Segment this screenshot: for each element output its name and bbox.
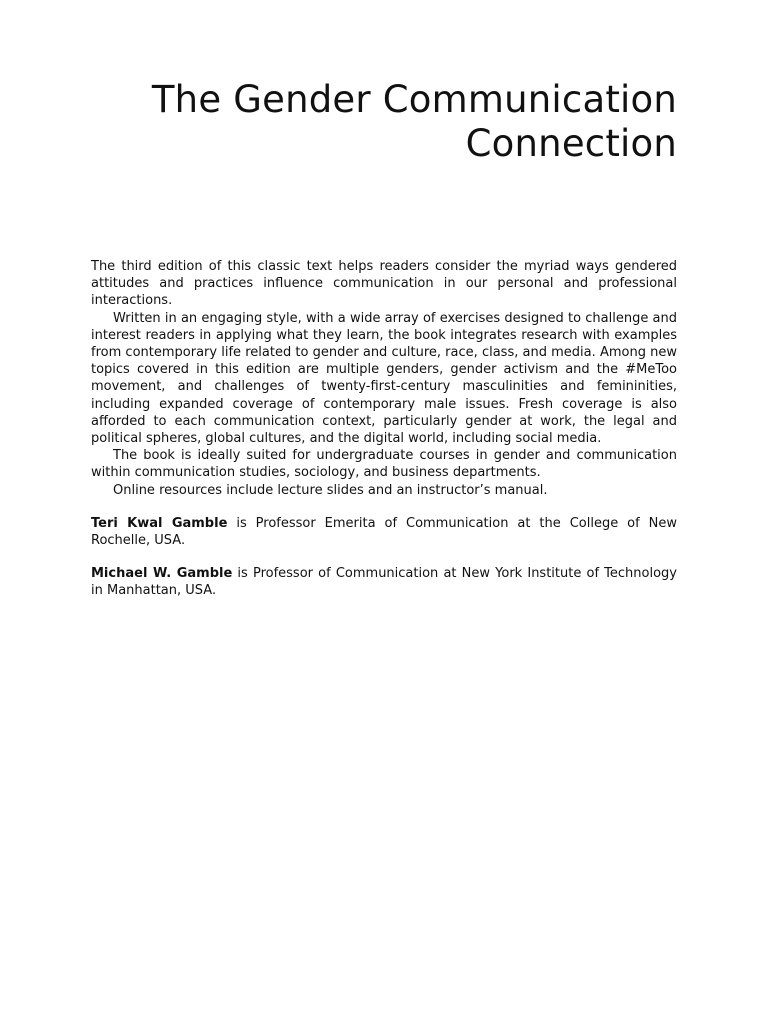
description-paragraph: The third edition of this classic text helps readers consider the myriad ways gendered attitudes and practices influence communication in our personal and professional interactions. (91, 259, 677, 309)
author-bio-text: is Professor of Communication at New York Institute of Technology in Manhattan, USA. (91, 566, 677, 599)
author-bio (91, 565, 677, 599)
title-line-2: Connection (465, 122, 677, 165)
author-bio (91, 515, 677, 549)
author-name: Teri Kwal Gamble (91, 515, 228, 531)
book-title (57, 78, 677, 166)
description-paragraph: Written in an engaging style, with a wide array of exercises designed to challenge and interest readers in applying what they learn, the book integrates research with examples from contemporary life related to gender and culture, race, class, and media. Among new topics covered in this edition are multiple genders, gender activism and the #MeToo movement, and challenges of twenty-first-century masculinities and femininities, including expanded coverage of contemporary male issues. Fresh coverage is also afforded to each communication context, particularly gender at work, the legal and political spheres, global cultures, and the digital world, including social media. (91, 310, 677, 447)
author-name: Michael W. Gamble (91, 566, 233, 582)
book-description (91, 258, 677, 600)
description-paragraph: The book is ideally suited for undergraduate courses in gender and communication within communication studies, sociology, and business departments. (91, 448, 677, 481)
author-bio-text: is Professor Emerita of Communication at the College of New Rochelle, USA. (91, 515, 677, 549)
title-line-1: The Gender Communication (151, 78, 677, 121)
description-paragraph: Online resources include lecture slides and an instructor’s manual. (113, 482, 548, 498)
